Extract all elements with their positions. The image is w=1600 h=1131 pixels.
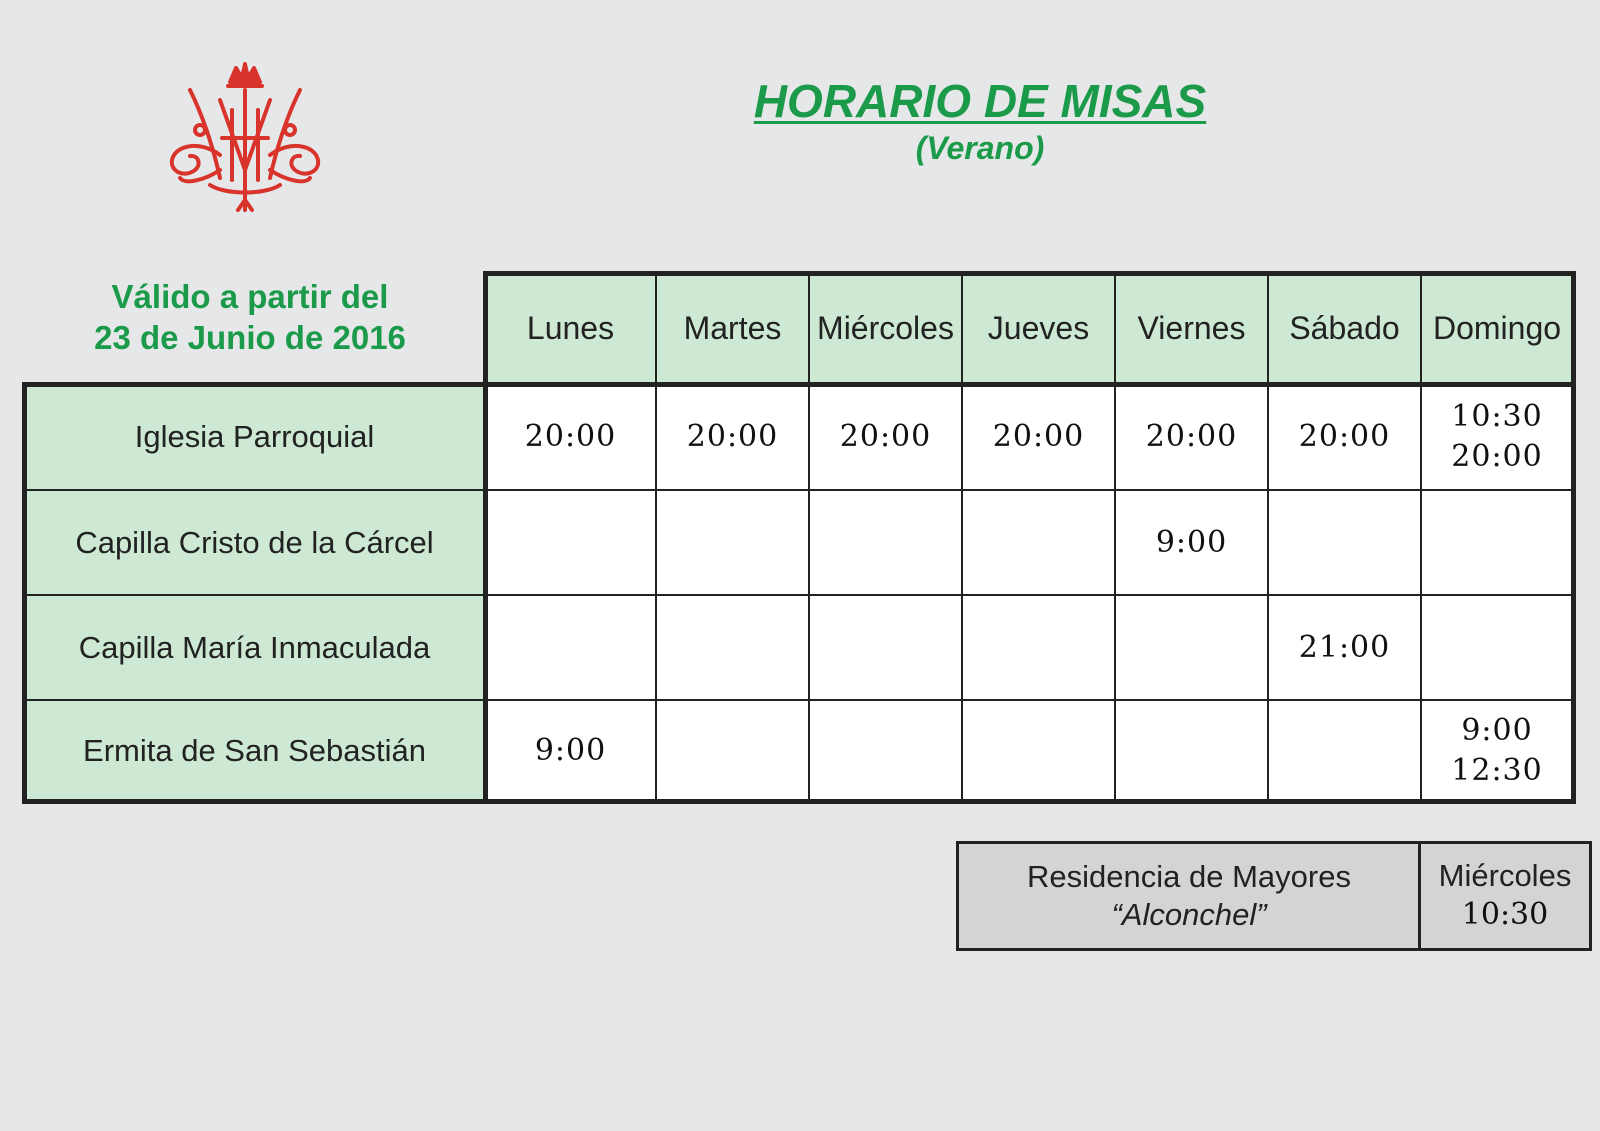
time-cell [1115,700,1268,801]
day-header-3 [809,273,962,384]
body-border-right [1571,382,1576,804]
row-line [24,489,1574,491]
day-label: Viernes [1137,310,1246,346]
place-divider [483,382,488,804]
column-line [1420,273,1422,801]
day-label: Domingo [1432,310,1562,346]
time-cell [962,384,1115,490]
time-cell [809,595,962,700]
residence-border-right [1589,841,1592,951]
time-cell [656,595,809,700]
column-line [808,273,810,801]
header-border-top [483,271,1576,276]
day-label: Miércoles [817,310,954,346]
row-line [24,699,1574,701]
body-border-bottom [22,799,1576,804]
mass-time: 20:00 [1145,419,1238,454]
mass-time: 9:00 [534,732,607,768]
mass-time: 20:00 [1451,439,1543,474]
residence-day: Miércoles [1438,858,1572,893]
time-cell [656,700,809,801]
time-cell [1421,384,1573,490]
day-label: Sábado [1289,310,1400,346]
mass-time: 9:00 [1155,524,1228,560]
day-label: Martes [683,310,782,346]
time-cell [1268,384,1421,490]
page-title: HORARIO DE MISAS [753,75,1207,127]
body-border-top [22,382,1576,387]
column-line [961,273,963,801]
marian-monogram-logo [160,60,330,220]
time-cell [1421,700,1573,801]
residence-border-top [956,841,1592,844]
residence-border-bottom [956,948,1592,951]
mass-time: 20:00 [686,419,779,454]
place-cell-2 [24,490,485,595]
time-cell [1268,700,1421,801]
time-cell [656,490,809,595]
title-block [700,74,1260,168]
day-header-2 [656,273,809,384]
place-name: Iglesia Parroquial [134,419,375,454]
time-cell [1115,384,1268,490]
mass-time: 21:00 [1298,629,1391,665]
time-cell [962,490,1115,595]
day-header-4 [962,273,1115,384]
residence-border-divider [1418,841,1421,951]
place-cell-4 [24,700,485,801]
column-line [1267,273,1269,801]
column-line [1114,273,1116,801]
time-cell [1115,595,1268,700]
mass-time: 20:00 [992,419,1085,454]
validity-note [40,276,460,358]
day-label: Jueves [987,310,1090,346]
time-cell [1268,595,1421,700]
mass-time: 10:30 [1451,399,1543,434]
mass-time: 20:00 [839,419,932,454]
residence-subname: “Alconchel” [1111,897,1267,932]
place-cell-1 [24,384,485,490]
time-cell [1421,595,1573,700]
row-line [24,594,1574,596]
residence-border-left [956,841,959,951]
place-name: Ermita de San Sebastián [83,732,426,768]
place-name: Capilla María Inmaculada [78,629,431,665]
day-label: Lunes [526,310,615,346]
time-cell [809,384,962,490]
time-cell [962,700,1115,801]
time-cell [809,490,962,595]
validity-line-1: Válido a partir del [111,278,389,315]
time-cell [1268,490,1421,595]
residence-name-cell [958,843,1420,949]
residence-name: Residencia de Mayores [1027,859,1351,894]
time-cell [962,595,1115,700]
residence-time: 10:30 [1461,897,1549,932]
place-name: Capilla Cristo de la Cárcel [75,524,434,560]
time-cell [656,384,809,490]
page-subtitle: (Verano) [915,130,1045,166]
mass-time: 9:00 [1461,712,1533,748]
column-line [655,273,657,801]
residence-time-cell [1420,843,1590,949]
time-cell [1421,490,1573,595]
mass-time: 20:00 [1298,419,1391,454]
time-cell [809,700,962,801]
place-cell-3 [24,595,485,700]
time-cell [485,490,656,595]
header-border-left [483,271,488,386]
day-header-1 [485,273,656,384]
mass-time: 12:30 [1451,752,1543,788]
time-cell [485,595,656,700]
day-header-6 [1268,273,1421,384]
time-cell [485,384,656,490]
time-cell [1115,490,1268,595]
day-header-7 [1421,273,1573,384]
validity-line-2: 23 de Junio de 2016 [94,319,406,356]
body-border-left [22,382,27,804]
day-header-5 [1115,273,1268,384]
time-cell [485,700,656,801]
header-border-right [1571,271,1576,386]
mass-time: 20:00 [524,419,617,454]
